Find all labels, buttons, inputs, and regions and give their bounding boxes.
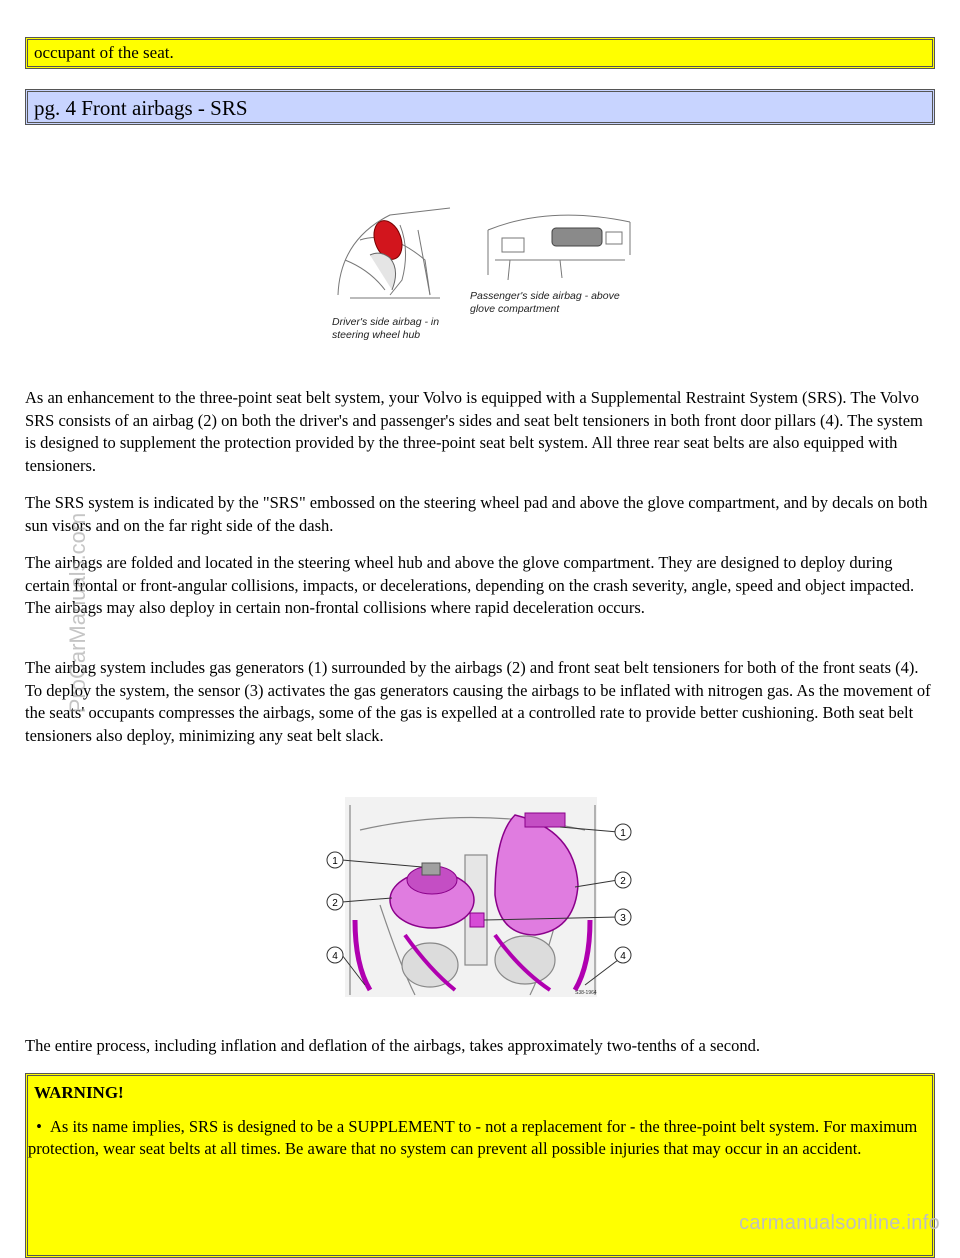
figure-code: S38-1964: [575, 990, 597, 996]
callout-tensioner-passenger: 4: [620, 951, 626, 962]
airbag-location-figure: [330, 200, 650, 350]
warning-list: [25, 1116, 930, 1160]
airbag-system-illustration: [320, 795, 640, 1000]
paragraph-srs-indicator: The SRS system is indicated by the "SRS" embossed on the steering wheel pad and above the glove compartment, and by decals on both sun visors and on the far right side of the dash.: [25, 493, 928, 535]
callout-gas-generator-driver: 1: [332, 856, 338, 867]
section-header: [25, 89, 935, 125]
continued-text: occupant of the seat.: [34, 43, 174, 62]
paragraph-airbag-location: The airbags are folded and located in the steering wheel hub and above the glove compartment. They are designed to deploy during certain frontal or front-angular collisions, impacts, or decelerations, depending on the crash severity, angle, speed and object impacted. The airbags may also deploy in certain non-frontal collisions where rapid deceleration occurs.: [25, 553, 915, 617]
passenger-airbag-caption: Passenger's side airbag - above glove compartment: [470, 290, 620, 315]
warning-item: [25, 1116, 930, 1160]
callout-airbag-passenger: 2: [620, 876, 626, 887]
paragraph-airbag-system: The airbag system includes gas generators (1) surrounded by the airbags (2) and front seat belt tensioners for both of the front seats (4). To deploy the system, the sensor (3) activates the gas generators causing the airbags to be inflated with nitrogen gas. As the movement of the seats' occupants compresses the airbags, some of the gas is expelled at a controlled rate to provide better cushioning. Both seat belt tensioners also deploy, minimizing any seat belt slack.: [25, 658, 931, 745]
watermark-bottom: carmanualsonline.info: [739, 1212, 940, 1234]
callout-sensor: 3: [620, 913, 626, 924]
warning-item-text: As its name implies, SRS is designed to be a SUPPLEMENT to - not a replacement for - the three-point belt system. For maximum protection, wear seat belts at all times. Be aware that no system can prevent all possible injuries that may occur in an accident.: [28, 1117, 918, 1158]
continued-text-box: [25, 37, 935, 69]
callout-gas-generator-passenger: 1: [620, 828, 626, 839]
callout-airbag-driver: 2: [332, 898, 338, 909]
airbag-system-figure: [320, 795, 640, 1000]
watermark-left: ProCarManuals.com: [65, 512, 90, 714]
bullet-icon: •: [36, 1117, 42, 1136]
driver-airbag-caption: Driver's side airbag - in steering wheel hub: [332, 316, 440, 341]
callout-tensioner-driver: 4: [332, 951, 338, 962]
section-title: pg. 4 Front airbags - SRS: [34, 96, 248, 120]
paragraph-srs-intro: As an enhancement to the three-point seat belt system, your Volvo is equipped with a Supplemental Restraint System (SRS). The Volvo SRS consists of an airbag (2) on both the driver's and passenger's sides and seat belt tensioners in both front door pillars (4). The system is designed to supplement the protection provided by the three-point seat belt system. All three rear seat belts are also equipped with tensioners.: [25, 388, 923, 475]
paragraph-process-duration: The entire process, including inflation and deflation of the airbags, takes approximately two-tenths of a second.: [25, 1036, 760, 1055]
warning-title: WARNING!: [34, 1083, 124, 1102]
